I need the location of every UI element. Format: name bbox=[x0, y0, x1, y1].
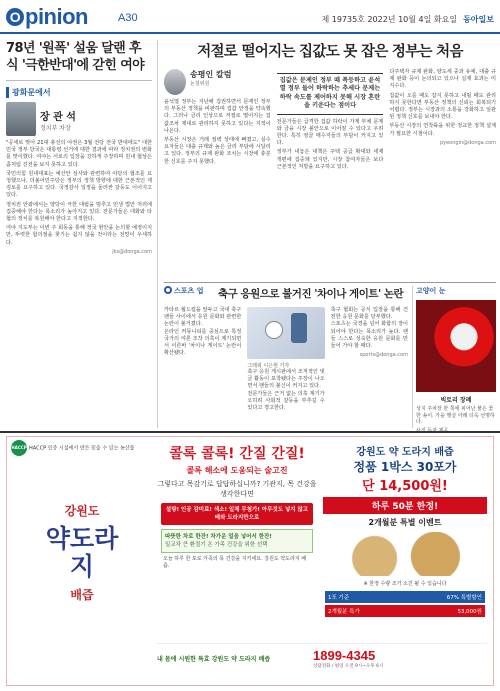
main-body bbox=[164, 69, 496, 173]
price-label: 2개월분 특가 bbox=[328, 609, 360, 615]
column-label: 광화문에서 bbox=[6, 87, 152, 98]
product-package: 정품 1박스 30포가 bbox=[353, 460, 457, 474]
ad-subheadline: 콜록 해소에 도움되는 술고진 bbox=[186, 466, 288, 475]
paragraph: 윤석열 정부는 지난해 집권하면서 문재인 정부의 부동산 정책을 비판하며 집값 안정을 약속했다. 그러나 금리 인상으로 저절로 떨어지는 집값조차 제대로 관리하지 못하고 있다는 지적이 나온다. bbox=[164, 99, 271, 134]
price-value: 53,000원 bbox=[457, 609, 482, 615]
haccp-badge-icon: HACCP bbox=[11, 440, 27, 456]
columnist-name: 송평인 칼럼 bbox=[190, 70, 232, 79]
ad-tagline: 그렇다고 목감기로 답답하십니까? 기관지, 목 건강을 생각한다면 bbox=[157, 480, 317, 498]
pear-image bbox=[329, 532, 481, 576]
photo-description: 성지 주차장 한 쪽에 피어난 붉은 꽃 한 송이. 가을 햇살 아래 더욱 선명하다. bbox=[416, 406, 495, 426]
page-header bbox=[0, 0, 500, 34]
sport-tag-text: 스포츠 업 bbox=[174, 287, 204, 295]
price-row bbox=[325, 591, 485, 603]
pull-quote: 집값은 문제인 정부 때 폭등하고 윤석열 정부 들어 하락하는 추세다 문제는 하락 속도를 제어하지 못해 시장 혼란을 키운다는 점이다 bbox=[277, 73, 384, 115]
sport-headline[interactable]: 축구 응원으로 불거진 '차이나 게이트' 논란 bbox=[218, 288, 404, 300]
illustration-caption: 그래픽 이은현 기자 bbox=[247, 363, 290, 369]
main-col-2 bbox=[277, 69, 384, 173]
author-photo bbox=[6, 102, 36, 136]
product-price: 단 14,500원! bbox=[362, 479, 448, 494]
sport-illustration bbox=[247, 307, 324, 359]
main-column bbox=[164, 40, 496, 278]
product-title: 강원도 약 도라지 배즙 bbox=[356, 447, 454, 458]
left-headline[interactable]: 78년 '원폭' 설움 달랜 후식 '극한반대'에 갇힌 여야 bbox=[6, 41, 145, 73]
columnist-block bbox=[164, 69, 271, 95]
paragraph: 다주택자 규제 완화, 양도세 중과 유예, 대출 규제 완화 등이 논의되고 있으나 실제 효과는 미지수다. bbox=[389, 69, 497, 90]
divider bbox=[6, 80, 152, 81]
paragraph: 축구 응원 게시판에서 조직적인 댓글 활동이 포착됐다는 주장이 나오면서 팬들의 불신이 커지고 있다. bbox=[247, 369, 325, 390]
column-divider bbox=[412, 286, 413, 428]
sport-col-1 bbox=[164, 307, 241, 412]
photo-caption: 빅토리 장례 bbox=[440, 397, 472, 404]
paragraph: "공세로 맞아 21대 총선의 야권은 3월 전당 전국 반대에도" 대한민국 정부 당국은 대통령 선거에 대한 결과에 따라 정치권의 변화를 맞이했다. 여야는 서로의 입장을 강하게 주장하며 원내 협상은 좀처럼 진전을 보지 못하고 있다. bbox=[6, 140, 152, 168]
serving-title: 따뜻한 차로 한잔! 차가운 얼음 넣어서 한잔! bbox=[165, 534, 272, 540]
section-divider bbox=[164, 282, 496, 283]
ad-brand-panel bbox=[7, 437, 157, 685]
event-subtitle: 2개월분 특별 이벤트 bbox=[368, 518, 442, 527]
advertisement[interactable] bbox=[6, 436, 494, 686]
author-role: 정치부 차장 bbox=[40, 125, 71, 132]
event-banner[interactable]: 하루 50분 한정! bbox=[323, 497, 487, 514]
paragraph: 축구 협회는 공식 입장을 통해 건전한 응원 문화를 당부했다. bbox=[330, 307, 408, 321]
price-table bbox=[325, 591, 485, 617]
photo-image[interactable] bbox=[416, 300, 496, 392]
event-note: ※ 한정 수량 조기 소진 될 수 있습니다 bbox=[363, 581, 447, 587]
phone-icon bbox=[291, 313, 307, 343]
paragraph: 스포츠는 국경을 넘어 화합의 장이 되어야 한다는 목소리가 높다. 팬들 스스로 성숙한 응원 문화를 만들어 가야 할 때다. bbox=[330, 321, 408, 350]
paragraph: 전문가들은 급격한 집값 하락이 가계 부채 문제와 금융 시장 불안으로 이어질 수 있다고 우려한다. 특히 영끌 매수자들의 부담이 커지고 있다. bbox=[276, 118, 384, 147]
ad-no-additives: 설탕! 인공 감미료! 색소! 일체 무첨가! 아무것도 넣지 않고 배와 도라지만으로 bbox=[161, 503, 313, 525]
paragraph: 집값이 오를 때도 잡지 못하고 내릴 때도 관리하지 못한다면 부동산 정책의 신뢰는 회복되기 어렵다. 정부는 시장과의 소통을 강화하고 일관된 정책 신호를 보내야 한다. bbox=[389, 92, 497, 121]
left-article-body bbox=[6, 140, 152, 247]
main-col-3 bbox=[389, 69, 496, 173]
main-col-1 bbox=[164, 69, 271, 173]
paper-name: 동아일보 bbox=[463, 15, 494, 24]
author-email[interactable]: jks@donga.com bbox=[112, 248, 152, 255]
sport-email[interactable]: sports@donga.com bbox=[359, 352, 408, 359]
paragraph: 전문가들은 근거 없는 의혹 제기가 오히려 사회적 갈등을 부추길 수 있다고 경고한다. bbox=[247, 390, 325, 412]
paragraph: 카타르 월드컵을 앞두고 국내 축구 팬들 사이에서 응원 문화와 관련한 논란이 불거졌다. bbox=[164, 307, 242, 328]
price-label: 1포 기준 bbox=[328, 595, 350, 601]
columnist-email[interactable]: pyeongin@donga.com bbox=[439, 139, 497, 146]
columnist-role: 논설위원 bbox=[190, 81, 210, 87]
paragraph: 부동산 시장의 연착륙을 위한 정교한 정책 설계가 필요한 시점이다. bbox=[389, 123, 497, 137]
ad-divider bbox=[0, 431, 500, 433]
author-block bbox=[6, 102, 152, 136]
issue-info bbox=[321, 14, 494, 25]
page-number: A30 bbox=[118, 12, 138, 24]
author-name: 장 관 석 bbox=[40, 112, 76, 123]
brand-type: 배즙 bbox=[70, 588, 94, 602]
sport-body bbox=[164, 307, 408, 412]
soccer-ball-icon bbox=[265, 321, 283, 339]
serving-text: 일교차 큰 환절기 온 가족 건강을 위한 선택 bbox=[165, 542, 268, 548]
sport-col-2 bbox=[247, 307, 324, 412]
price-row bbox=[325, 605, 485, 617]
issue-date: 제 19735호 2022년 10월 4일 화요일 bbox=[321, 15, 458, 24]
ad-headline: 콜록 콜록! 간질 간질! bbox=[169, 446, 305, 462]
ad-serving-box bbox=[161, 529, 313, 553]
order-phone[interactable]: 1899-4345 bbox=[313, 648, 376, 663]
brand-region: 강원도 bbox=[64, 504, 100, 518]
order-hours: 상담전화 / 평일 오전 9시~오후 6시 bbox=[313, 664, 384, 669]
paragraph: 온라인 커뮤니티를 중심으로 특정 국가의 여론 조작 의혹이 제기되면서 이른바 '차이나 게이트' 논란이 확산됐다. bbox=[164, 328, 242, 357]
brand-text: pinion bbox=[25, 4, 88, 29]
order-phone-row bbox=[157, 643, 487, 669]
paragraph: 국민의힘 원내대표는 예산안 심사와 관련하여 야당의 협조를 요청했으나, 더불어민주당은 정부의 정책 방향에 대한 근본적인 재검토를 요구하고 있다. 국정감사 일정을 둘러싼 갈등도 이어지고 있다. bbox=[6, 170, 152, 199]
brand-product: 약도라지 bbox=[45, 524, 119, 581]
section-brand bbox=[6, 4, 88, 30]
main-headline[interactable]: 저절로 떨어지는 집값도 못 잡은 정부는 처음 bbox=[197, 44, 463, 60]
paragraph: 여야 지도부는 이번 주 회동을 통해 정국 현안을 논의할 예정이지만, 뚜렷한 합의점을 찾기는 쉽지 않을 것이라는 전망이 우세하다. bbox=[6, 225, 152, 246]
column-divider bbox=[157, 40, 158, 428]
paragraph: 정부가 내놓은 대책은 주택 공급 확대와 세제 개편에 집중돼 있지만, 시장 참여자들은 보다 근본적인 처방을 요구하고 있다. bbox=[276, 149, 384, 170]
price-value: 67% 특별할인 bbox=[446, 595, 482, 601]
left-column bbox=[6, 40, 152, 428]
circle-icon bbox=[164, 286, 172, 294]
ad-brand bbox=[37, 497, 127, 609]
paragraph: 부동산 시장은 거래 절벽 상태에 빠졌고, 실수요자들은 대출 규제와 높은 금리 부담에 시달리고 있다. 정부의 규제 완화 조치는 시장에 충분한 신호를 주지 못했다. bbox=[164, 137, 271, 165]
sport-col-3 bbox=[331, 307, 408, 412]
columnist-photo bbox=[164, 69, 186, 95]
ad-small-copy: 오늘 하루 한 포로 가족의 목 건강을 지키세요. 강원도 약도라지 배즙. bbox=[163, 556, 307, 569]
order-label: 내 몸에 시원한 특효 강원도 약 도라지 배즙 bbox=[157, 656, 271, 663]
photo-tag: 고양이 눈 bbox=[416, 287, 446, 295]
paragraph: 정치권 안팎에서는 양당이 극한 대립을 멈추고 민생 법안 처리에 집중해야 한다는 목소리가 높아지고 있다. 전문가들은 대화와 타협의 정치를 복원해야 한다고 지적한다. bbox=[6, 201, 152, 223]
photo-section bbox=[416, 286, 496, 428]
brand-o-icon: O bbox=[6, 8, 24, 26]
sport-section bbox=[164, 286, 408, 428]
haccp-text: HACCP 인증 시설에서 만든 믿을 수 있는 농산물 bbox=[29, 445, 135, 452]
haccp-note bbox=[11, 440, 135, 456]
